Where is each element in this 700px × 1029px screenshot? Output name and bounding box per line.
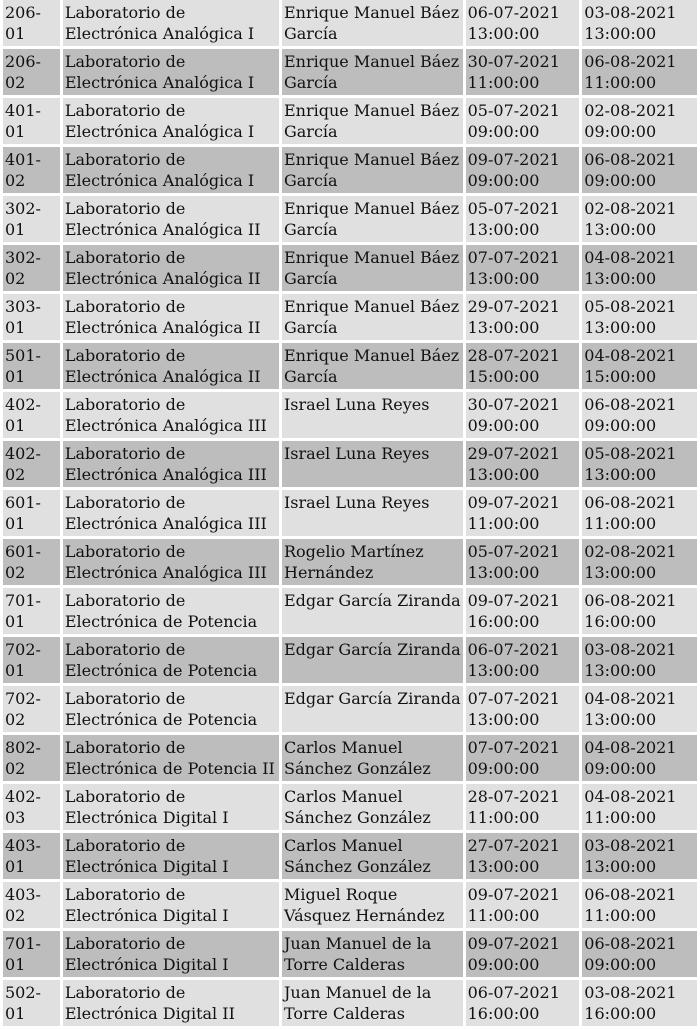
instructor-cell: Israel Luna Reyes: [282, 490, 463, 536]
course-cell: Laboratorio de Electrónica Digital I: [63, 784, 279, 830]
instructor-cell: Enrique Manuel Báez García: [282, 245, 463, 291]
group-cell: 601-02: [3, 539, 60, 585]
start-datetime-cell: 06-07-2021 16:00:00: [466, 980, 580, 1026]
table-row: [3, 637, 697, 683]
end-datetime-cell: 03-08-2021 13:00:00: [582, 637, 697, 683]
course-cell: Laboratorio de Electrónica Analógica II: [63, 245, 279, 291]
end-datetime-cell: 02-08-2021 09:00:00: [582, 98, 697, 144]
start-datetime-cell: 09-07-2021 11:00:00: [466, 882, 580, 928]
group-cell: 303-01: [3, 294, 60, 340]
course-cell: Laboratorio de Electrónica Analógica III: [63, 392, 279, 438]
start-datetime-cell: 06-07-2021 13:00:00: [466, 0, 580, 46]
table-row: [3, 245, 697, 291]
instructor-cell: Carlos Manuel Sánchez González: [282, 784, 463, 830]
table-row: [3, 294, 697, 340]
table-row: [3, 735, 697, 781]
course-cell: Laboratorio de Electrónica de Potencia: [63, 686, 279, 732]
instructor-cell: Juan Manuel de la Torre Calderas: [282, 931, 463, 977]
end-datetime-cell: 02-08-2021 13:00:00: [582, 196, 697, 242]
instructor-cell: Edgar García Ziranda: [282, 637, 463, 683]
start-datetime-cell: 09-07-2021 16:00:00: [466, 588, 580, 634]
instructor-cell: Enrique Manuel Báez García: [282, 294, 463, 340]
group-cell: 403-01: [3, 833, 60, 879]
end-datetime-cell: 06-08-2021 11:00:00: [582, 49, 697, 95]
course-cell: Laboratorio de Electrónica Digital I: [63, 882, 279, 928]
table-row: [3, 441, 697, 487]
group-cell: 601-01: [3, 490, 60, 536]
instructor-cell: Enrique Manuel Báez García: [282, 196, 463, 242]
start-datetime-cell: 09-07-2021 11:00:00: [466, 490, 580, 536]
start-datetime-cell: 05-07-2021 09:00:00: [466, 98, 580, 144]
table-row: [3, 980, 697, 1026]
schedule-table-body: [3, 0, 697, 1026]
group-cell: 501-01: [3, 343, 60, 389]
start-datetime-cell: 29-07-2021 13:00:00: [466, 294, 580, 340]
end-datetime-cell: 06-08-2021 11:00:00: [582, 882, 697, 928]
course-cell: Laboratorio de Electrónica Analógica II: [63, 294, 279, 340]
group-cell: 302-02: [3, 245, 60, 291]
end-datetime-cell: 05-08-2021 13:00:00: [582, 441, 697, 487]
start-datetime-cell: 07-07-2021 13:00:00: [466, 245, 580, 291]
group-cell: 701-01: [3, 931, 60, 977]
table-row: [3, 931, 697, 977]
end-datetime-cell: 06-08-2021 09:00:00: [582, 931, 697, 977]
end-datetime-cell: 02-08-2021 13:00:00: [582, 539, 697, 585]
end-datetime-cell: 06-08-2021 11:00:00: [582, 490, 697, 536]
start-datetime-cell: 27-07-2021 13:00:00: [466, 833, 580, 879]
start-datetime-cell: 05-07-2021 13:00:00: [466, 196, 580, 242]
table-row: [3, 196, 697, 242]
end-datetime-cell: 04-08-2021 13:00:00: [582, 686, 697, 732]
group-cell: 702-01: [3, 637, 60, 683]
group-cell: 206-02: [3, 49, 60, 95]
course-cell: Laboratorio de Electrónica Analógica I: [63, 49, 279, 95]
table-row: [3, 392, 697, 438]
group-cell: 402-03: [3, 784, 60, 830]
course-cell: Laboratorio de Electrónica de Potencia: [63, 588, 279, 634]
course-cell: Laboratorio de Electrónica Analógica III: [63, 539, 279, 585]
table-row: [3, 98, 697, 144]
end-datetime-cell: 06-08-2021 09:00:00: [582, 392, 697, 438]
group-cell: 701-01: [3, 588, 60, 634]
end-datetime-cell: 03-08-2021 13:00:00: [582, 0, 697, 46]
course-cell: Laboratorio de Electrónica Analógica I: [63, 98, 279, 144]
group-cell: 302-01: [3, 196, 60, 242]
start-datetime-cell: 29-07-2021 13:00:00: [466, 441, 580, 487]
instructor-cell: Enrique Manuel Báez García: [282, 0, 463, 46]
table-row: [3, 882, 697, 928]
start-datetime-cell: 06-07-2021 13:00:00: [466, 637, 580, 683]
course-cell: Laboratorio de Electrónica Analógica I: [63, 147, 279, 193]
group-cell: 702-02: [3, 686, 60, 732]
start-datetime-cell: 30-07-2021 09:00:00: [466, 392, 580, 438]
instructor-cell: Carlos Manuel Sánchez González: [282, 735, 463, 781]
instructor-cell: Rogelio Martínez Hernández: [282, 539, 463, 585]
end-datetime-cell: 04-08-2021 13:00:00: [582, 245, 697, 291]
end-datetime-cell: 03-08-2021 13:00:00: [582, 833, 697, 879]
instructor-cell: Carlos Manuel Sánchez González: [282, 833, 463, 879]
end-datetime-cell: 06-08-2021 09:00:00: [582, 147, 697, 193]
instructor-cell: Enrique Manuel Báez García: [282, 343, 463, 389]
instructor-cell: Edgar García Ziranda: [282, 686, 463, 732]
start-datetime-cell: 07-07-2021 09:00:00: [466, 735, 580, 781]
instructor-cell: Enrique Manuel Báez García: [282, 147, 463, 193]
end-datetime-cell: 04-08-2021 11:00:00: [582, 784, 697, 830]
table-row: [3, 784, 697, 830]
course-cell: Laboratorio de Electrónica Analógica II: [63, 343, 279, 389]
end-datetime-cell: 04-08-2021 09:00:00: [582, 735, 697, 781]
table-row: [3, 0, 697, 46]
instructor-cell: Miguel Roque Vásquez Hernández: [282, 882, 463, 928]
group-cell: 502-01: [3, 980, 60, 1026]
start-datetime-cell: 30-07-2021 11:00:00: [466, 49, 580, 95]
table-row: [3, 490, 697, 536]
instructor-cell: Edgar García Ziranda: [282, 588, 463, 634]
course-cell: Laboratorio de Electrónica Analógica III: [63, 441, 279, 487]
group-cell: 401-01: [3, 98, 60, 144]
end-datetime-cell: 05-08-2021 13:00:00: [582, 294, 697, 340]
start-datetime-cell: 09-07-2021 09:00:00: [466, 147, 580, 193]
end-datetime-cell: 04-08-2021 15:00:00: [582, 343, 697, 389]
course-cell: Laboratorio de Electrónica de Potencia: [63, 637, 279, 683]
course-cell: Laboratorio de Electrónica Digital II: [63, 980, 279, 1026]
course-cell: Laboratorio de Electrónica Digital I: [63, 833, 279, 879]
course-cell: Laboratorio de Electrónica Digital I: [63, 931, 279, 977]
table-row: [3, 343, 697, 389]
course-cell: Laboratorio de Electrónica Analógica III: [63, 490, 279, 536]
table-row: [3, 539, 697, 585]
end-datetime-cell: 03-08-2021 16:00:00: [582, 980, 697, 1026]
table-row: [3, 588, 697, 634]
end-datetime-cell: 06-08-2021 16:00:00: [582, 588, 697, 634]
group-cell: 402-02: [3, 441, 60, 487]
course-cell: Laboratorio de Electrónica de Potencia II: [63, 735, 279, 781]
instructor-cell: Enrique Manuel Báez García: [282, 98, 463, 144]
table-row: [3, 147, 697, 193]
group-cell: 206-01: [3, 0, 60, 46]
group-cell: 402-01: [3, 392, 60, 438]
instructor-cell: Israel Luna Reyes: [282, 441, 463, 487]
instructor-cell: Israel Luna Reyes: [282, 392, 463, 438]
instructor-cell: Enrique Manuel Báez García: [282, 49, 463, 95]
table-row: [3, 49, 697, 95]
start-datetime-cell: 09-07-2021 09:00:00: [466, 931, 580, 977]
course-cell: Laboratorio de Electrónica Analógica I: [63, 0, 279, 46]
start-datetime-cell: 05-07-2021 13:00:00: [466, 539, 580, 585]
start-datetime-cell: 07-07-2021 13:00:00: [466, 686, 580, 732]
group-cell: 802-02: [3, 735, 60, 781]
instructor-cell: Juan Manuel de la Torre Calderas: [282, 980, 463, 1026]
start-datetime-cell: 28-07-2021 11:00:00: [466, 784, 580, 830]
group-cell: 401-02: [3, 147, 60, 193]
table-row: [3, 833, 697, 879]
table-row: [3, 686, 697, 732]
group-cell: 403-02: [3, 882, 60, 928]
start-datetime-cell: 28-07-2021 15:00:00: [466, 343, 580, 389]
course-cell: Laboratorio de Electrónica Analógica II: [63, 196, 279, 242]
